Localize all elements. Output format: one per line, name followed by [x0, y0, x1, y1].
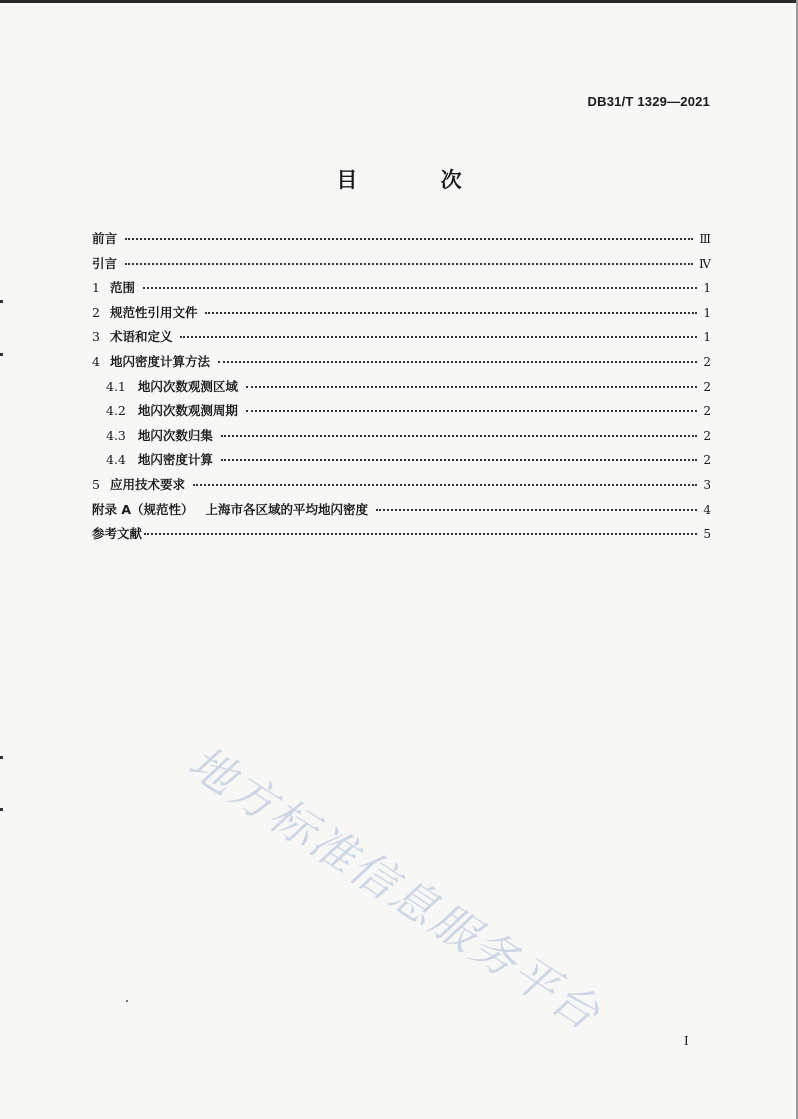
- dot-leader: [246, 386, 697, 388]
- toc-entry-prefix: 附录 A（规范性）: [92, 501, 194, 517]
- toc-entry-page: 2: [703, 379, 711, 394]
- toc-entry-normative-references[interactable]: [92, 303, 711, 328]
- dot-leader: [143, 287, 697, 289]
- dot-leader: [246, 410, 697, 412]
- toc-entry-label: 地闪密度计算: [137, 452, 213, 468]
- toc-entry-introduction[interactable]: [92, 254, 711, 279]
- toc-entry-foreword[interactable]: [92, 229, 711, 254]
- margin-mark: [0, 353, 3, 356]
- toc-entry-scope[interactable]: [92, 278, 711, 303]
- toc-entry-page: 2: [703, 428, 711, 443]
- dot-leader: [221, 459, 697, 461]
- toc-entry-page: 1: [703, 281, 711, 296]
- toc-entry-appendix-a[interactable]: [92, 500, 711, 525]
- toc-entry-number: 3: [92, 329, 100, 345]
- toc-entry-number: 2: [92, 304, 100, 320]
- dot-leader: [205, 312, 697, 314]
- margin-mark: [0, 300, 3, 303]
- toc-entry-number: 4.3: [106, 427, 126, 443]
- toc-entry-number: 5: [92, 476, 100, 492]
- toc-entry-page: 2: [703, 354, 711, 369]
- toc-entry-label: 地闪次数观测周期: [137, 403, 238, 419]
- margin-mark: [0, 808, 3, 811]
- toc-entry-page: 3: [703, 477, 711, 492]
- toc-entry-label: 前言: [92, 231, 118, 246]
- scan-speck: [126, 1000, 128, 1002]
- table-of-contents: [92, 229, 711, 549]
- toc-entry-label: 上海市各区域的平均地闪密度: [205, 501, 369, 517]
- dot-leader: [125, 263, 693, 265]
- toc-entry-terms-definitions[interactable]: [92, 327, 711, 352]
- dot-leader: [218, 361, 697, 363]
- margin-mark: [0, 756, 3, 759]
- toc-entry-page: 5: [703, 527, 711, 542]
- toc-entry-label: 引言: [92, 255, 118, 271]
- page-number: I: [684, 1034, 689, 1049]
- page-top-border: [0, 0, 798, 3]
- toc-entry-number: 4: [92, 353, 100, 369]
- toc-entry-label: 规范性引用文件: [109, 304, 198, 320]
- toc-entry-label: 参考文献: [92, 526, 143, 542]
- toc-entry-page: Ⅳ: [699, 256, 711, 271]
- toc-entry-label: 地闪次数观测区域: [137, 378, 238, 394]
- toc-entry-page: 1: [703, 330, 711, 345]
- dot-leader: [125, 238, 693, 240]
- toc-title: 目 次: [336, 168, 500, 192]
- toc-entry-number: 1: [92, 280, 100, 296]
- dot-leader: [221, 435, 697, 437]
- dot-leader: [144, 533, 697, 535]
- toc-entry-label: 地闪密度计算方法: [109, 353, 210, 369]
- toc-entry-label: 范围: [109, 280, 135, 296]
- toc-entry-number: 4.1: [106, 378, 126, 394]
- toc-entry-label: 应用技术要求: [109, 476, 185, 492]
- toc-entry-observation-area[interactable]: [92, 377, 711, 402]
- toc-entry-page: Ⅲ: [699, 232, 711, 246]
- toc-entry-page: 4: [703, 502, 711, 517]
- toc-entry-page: 1: [703, 305, 711, 320]
- toc-entry-count-aggregation[interactable]: [92, 426, 711, 451]
- toc-entry-number: 4.4: [106, 452, 126, 468]
- dot-leader: [376, 509, 697, 511]
- standard-code: DB31/T 1329—2021: [587, 94, 710, 109]
- toc-entry-label: 术语和定义: [109, 329, 173, 345]
- dot-leader: [180, 336, 697, 338]
- toc-entry-page: 2: [703, 453, 711, 468]
- toc-entry-density-calculation[interactable]: [92, 450, 711, 475]
- toc-entry-application-requirements[interactable]: [92, 475, 711, 500]
- toc-entry-number: 4.2: [106, 403, 126, 419]
- dot-leader: [193, 484, 697, 486]
- toc-entry-observation-period[interactable]: [92, 401, 711, 426]
- toc-entry-label: 地闪次数归集: [137, 427, 213, 443]
- toc-entry-bibliography[interactable]: [92, 524, 711, 549]
- watermark: 地方标准信息服务平台: [179, 735, 611, 1042]
- toc-entry-calculation-method[interactable]: [92, 352, 711, 377]
- toc-entry-page: 2: [703, 404, 711, 419]
